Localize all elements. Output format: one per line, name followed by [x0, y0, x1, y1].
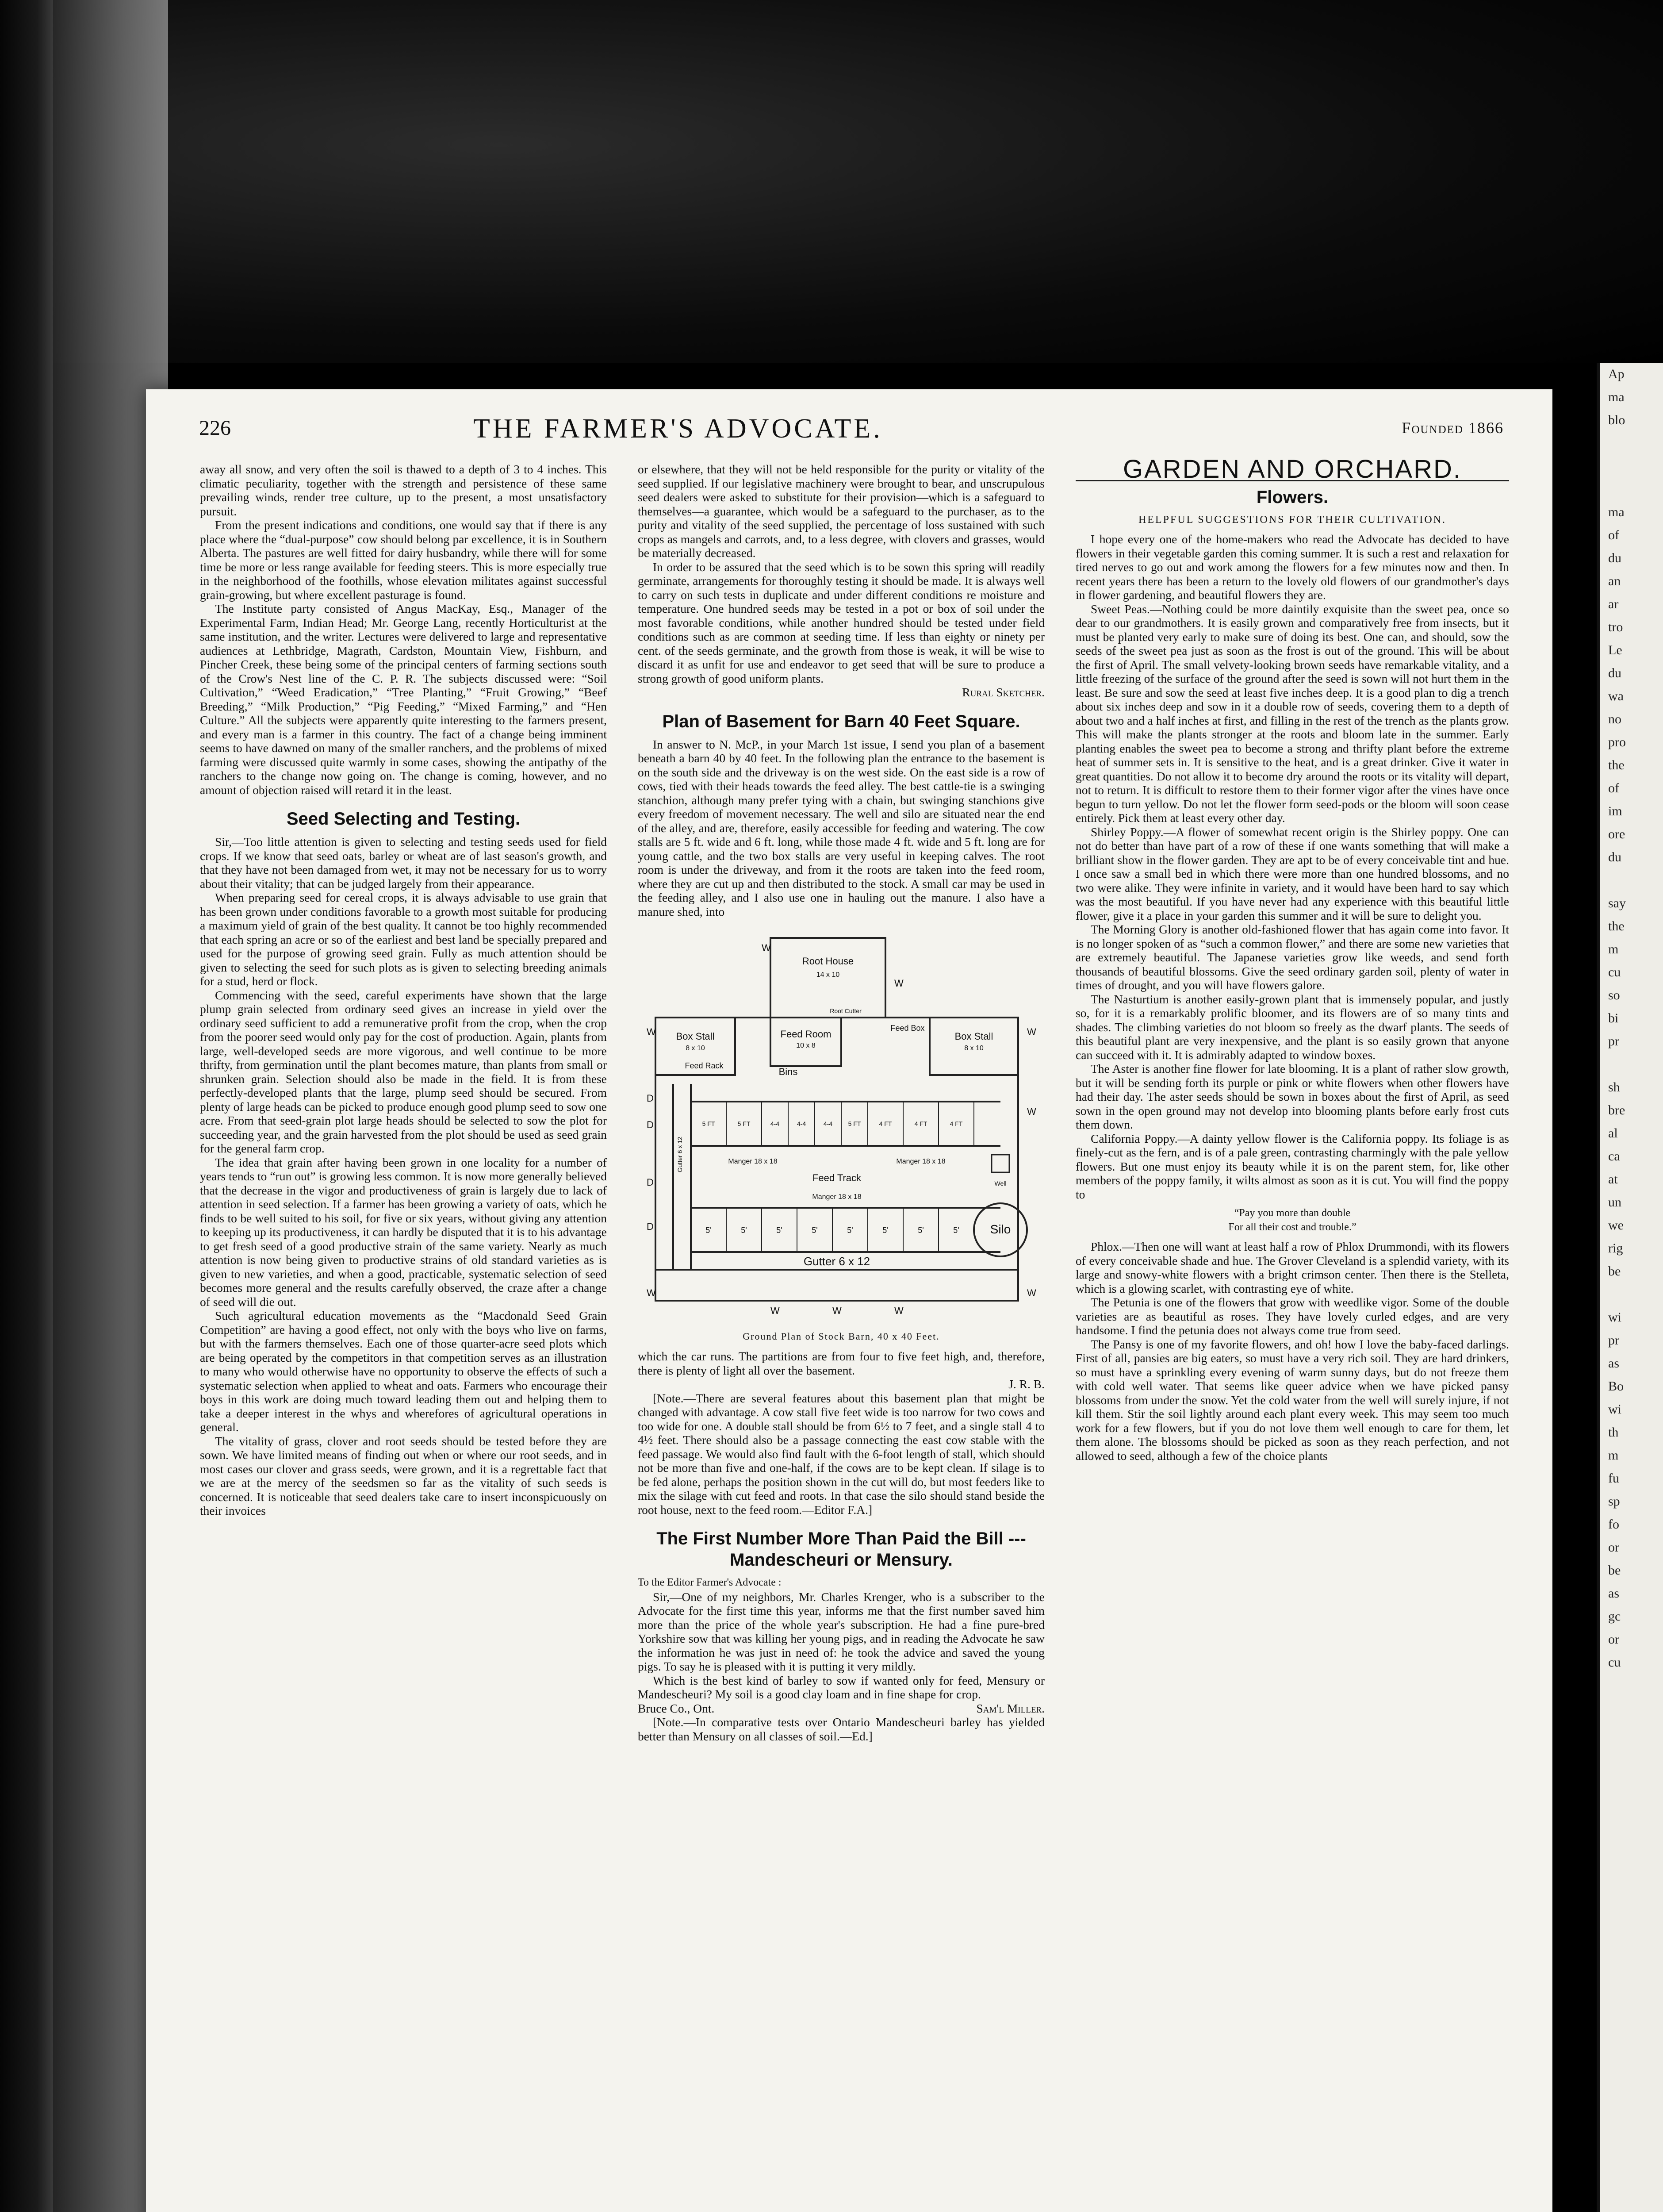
masthead-title: THE FARMER'S ADVOCATE. — [473, 414, 883, 444]
next-page-fragment: bre — [1608, 1103, 1625, 1118]
next-page-fragment: wi — [1608, 1310, 1621, 1325]
stall-label: 4-4 — [770, 1120, 780, 1127]
paragraph: [Note.—There are several features about this basement plan that might be changed with advantage. A cow stall five feet wide is too narrow for two cows and too wide for one. A double stall should be from 6½ to 7 feet, and a single stall 4 to 4½ feet. There should also be a passage connecting the east cow stable with the feed passage. We would also find fault with the 6-foot length of stall, which should not be more than five and one-half, if the cows are to be kept clean. If silage is to be fed alone, perhaps the position shown in the cut will do, but most feeders like to mix the silage with cut feed and roots. In that case the silo should stand beside the root house, next to the feed room.—Editor F.A.] — [638, 1391, 1045, 1517]
paragraph: [Note.—In comparative tests over Ontario Mandescheuri barley has yielded better than Mensury on all classes of soil.—Ed.] — [638, 1715, 1045, 1743]
next-page-fragment: th — [1608, 1425, 1619, 1440]
next-page-fragment: as — [1608, 1356, 1619, 1371]
next-page-fragment: or — [1608, 1540, 1619, 1555]
label-root-house: Root House — [802, 956, 854, 967]
next-page-fragment: cu — [1608, 1655, 1621, 1670]
stall-label: 4-4 — [823, 1120, 833, 1127]
label-bins: Bins — [778, 1066, 798, 1077]
label-manger-left: Manger 18 x 18 — [728, 1158, 778, 1165]
stall-label: 4-4 — [797, 1120, 806, 1127]
place: Bruce Co., Ont. — [638, 1701, 715, 1715]
next-page-fragment: cu — [1608, 965, 1621, 979]
stall-label: 5 FT — [702, 1120, 715, 1127]
next-page-fragment: at — [1608, 1172, 1618, 1187]
paragraph: The Petunia is one of the flowers that grow with weedlike vigor. Some of the double varieties are as beautiful as roses. They have lovely curled edges, and are very handsome. I find the petunia does not always come true from seed. — [1076, 1295, 1509, 1337]
well-box — [992, 1155, 1009, 1172]
to-editor-line: To the Editor Farmer's Advocate : — [638, 1577, 782, 1588]
paragraph: In order to be assured that the seed which is to be sown this spring will readily germinate, arrangements for thoroughly testing it should be made. It is always well to carry on such tests in duplicate and under different conditions re moisture and temperature. One hundred seeds may be tested in a pot or box of soil under the most favorable conditions, while another hundred should be tested under field conditions such as are common at seeding time. If less than eighty or ninety per cent. of the seeds germinate, and the growth from those is weak, it will be wise to discard it as unfit for use and endeavor to get seed that will be sure to produce a strong growth of good uniform plants. — [638, 560, 1045, 685]
next-page-fragment: ar — [1608, 597, 1619, 611]
paragraph: away all snow, and very often the soil is thawed to a depth of 3 to 4 inches. This climatic peculiarity, together with the strength and persistence of these same prevailing winds, render tree culture, up to the present, a most unsatisfactory pursuit. — [200, 462, 607, 518]
article-subheading: HELPFUL SUGGESTIONS FOR THEIR CULTIVATION. — [1138, 514, 1447, 526]
stall-label: 5' — [918, 1226, 924, 1235]
label-feed-track: Feed Track — [812, 1172, 862, 1183]
next-page-fragment: du — [1608, 666, 1621, 680]
next-page-fragment: be — [1608, 1563, 1621, 1578]
next-page-fragment: un — [1608, 1195, 1621, 1210]
stall-top-labels — [702, 1120, 963, 1127]
next-page-fragment: or — [1608, 1632, 1619, 1647]
next-page-fragment: blo — [1608, 413, 1625, 427]
section-title: GARDEN AND ORCHARD. — [1123, 455, 1462, 484]
next-page-fragment: tro — [1608, 620, 1623, 634]
paragraph: Sir,—One of my neighbors, Mr. Charles Krenger, who is a subscriber to the Advocate for the first time this year, informs me that the first number saved him more than the price of the whole year's subscription. He had a fine pure-bred Yorkshire sow that was killing her young pigs, and in reading the Advocate he saw the information he was just in need of: he took the advice and saved the young pigs. To say he is pleased with it is putting it very mildly. — [638, 1590, 1045, 1673]
label-box-stall-left-dim: 8 x 10 — [686, 1045, 705, 1052]
stall-label: 5' — [705, 1226, 712, 1235]
next-page-fragment: we — [1608, 1218, 1624, 1233]
signature: Rural Sketcher. — [962, 685, 1045, 699]
label-window: W — [647, 1287, 656, 1298]
next-page-fragment: pr — [1608, 1333, 1619, 1348]
article-heading: Seed Selecting and Testing. — [286, 809, 521, 829]
stall-label: 5' — [741, 1226, 747, 1235]
barn-floor-plan — [638, 925, 1045, 1323]
paragraph: The Pansy is one of my favorite flowers, and oh! how I love the baby-faced darlings. First of all, pansies are big eaters, so must have a very rich soil. They are hard drinkers, so must have a sprinkling every evening of warm sunny days, but do not freeze them with cold well water. That seems like queer advice when we have picked pansy blossoms from under the snow. Yet the cold water from the well will surely injure, if not kill them. Stir the soil lightly around each plant every week. This may seem too much work for a few flowers, but if you do not love them well enough to care for them, let them alone. The blossoms should be picked as soon as they reach perfection, and not allowed to seed, although a few of the choice plants — [1076, 1337, 1509, 1463]
page-number: 226 — [199, 416, 231, 440]
next-page-fragment: the — [1608, 919, 1625, 933]
next-page-fragment: fu — [1608, 1471, 1619, 1486]
column-2 — [638, 462, 1045, 1743]
paragraph: From the present indications and conditions, one would say that if there is any place where the “dual-purpose” cow should belong par excellence, it is in Southern Alberta. The pastures are well fitted for dairy husbandry, while there will for some time be more or less range available for feeding steers. This is more especially true in the neighborhood of the foothills, whose elevation militates against successful grain-growing, but where excellent pasturage is found. — [200, 518, 607, 602]
label-gutter-side: Gutter 6 x 12 — [676, 1137, 683, 1172]
next-page-fragment: fo — [1608, 1517, 1619, 1532]
stall-label: 4 FT — [879, 1120, 892, 1127]
paragraph: The Aster is another fine flower for late blooming. It is a plant of rather slow growth, but it will be sending forth its purple or pink or white flowers when other flowers have had their day. The aster seeds should be sown in boxes about the first of April, as seed sown in the open ground may not develop into blooming plants before early frost cuts them down. — [1076, 1062, 1509, 1131]
label-box-stall-right: Box Stall — [954, 1031, 993, 1042]
next-page-fragment: rig — [1608, 1241, 1623, 1256]
next-page-fragment: Ap — [1608, 367, 1625, 381]
label-gutter: Gutter 6 x 12 — [803, 1255, 870, 1268]
paragraph: In answer to N. McP., in your March 1st issue, I send you plan of a basement beneath a barn 40 by 40 feet. In the following plan the entrance to the basement is on the south side and the driveway is on the west side. On the east side is a row of cows, tied with their heads towards the feed alley. The best cattle-tie is a swinging stanchion, although many prefer tying with a chain, but swinging stanchions give every freedom of movement necessary. The well and silo are situated near the end of the alley, and are, therefore, easily accessible for feeding and watering. The cow stalls are 5 ft. wide and 6 ft. long, while those made 4 ft. wide and 5 ft. long are for young cattle, and the two box stalls are very useful in keeping calves. The root room is under the driveway, and from it the roots are taken into the feed room, where they are cut up and then distributed to the stock. A small car may be used in the feeding alley, and I also use one in hauling out the manure. I also have a manure shed, into — [638, 737, 1045, 918]
next-page-fragment: du — [1608, 551, 1621, 565]
label-manger-right: Manger 18 x 18 — [896, 1158, 946, 1165]
next-page-fragment: sh — [1608, 1080, 1620, 1094]
paragraph: Sweet Peas.—Nothing could be more daintily exquisite than the sweet pea, once so dear to our grandmothers. It is easily grown and comparatively free from insects, but it must be planted very early to make sure of doing its best. One can, and should, sow the seeds of the sweet pea just as soon as the frost is out of the ground. This will be about the first of April. The small velvety-looking brown seeds have remarkable vitality, and a little freezing of the surface of the ground after the seed is sown will not hurt them in the least. Be sure and sow the seed at least five inches deep. It is a good plan to dig a trench about six inches deep and sow in it a double row of seeds, covering them to a depth of about two and a half inches at first, and filling in the rest of the trench as the plants grow. This will make the plants stronger at the roots and bloom late in the summer. Early planting enables the sweet pea to become a strong and thrifty plant before the extreme heat of summer sets in. It is sensitive to the heat, and is a great drinker. Give it water in great quantities. Do not allow it to become dry around the roots or its vitality will depart, not to return. It is difficult to restore them to their former vigor after the vines have once begun to turn yellow. Do not let the flower form seed-pods or the bloom will soon cease entirely. Pick them at least every other day. — [1076, 602, 1509, 825]
article-heading: Plan of Basement for Barn 40 Feet Square. — [662, 711, 1020, 731]
paragraph: The vitality of grass, clover and root seeds should be tested before they are sown. We have limited means of finding out when or where our root seeds, and in most cases our clover and grass seeds, were grown, and it is a regrettable fact that we are at the mercy of the seedsmen so far as the vitality of such seeds is concerned. It is noticeable that seed dealers take care to insert inconspicuously on their invoices — [200, 1434, 607, 1517]
label-window: W — [762, 942, 771, 953]
next-page-fragment: m — [1608, 942, 1619, 956]
paragraph: When preparing seed for cereal crops, it is always advisable to use grain that has been grown under conditions favorable to a growth most suitable for producing a maximum yield of grain of the best quality. It cannot be too highly recommended that each spring an acre or so of the earliest and best land be specially prepared and used for the purpose of growing seed grain. Fully as much attention should be given to selecting the seed for such plots as is given to selecting breeding animals for a stud, herd or flock. — [200, 891, 607, 988]
stall-label: 5' — [812, 1226, 818, 1235]
paragraph: which the car runs. The partitions are from four to five feet high, and, therefore, there is plenty of light all over the basement. — [638, 1349, 1045, 1377]
label-feed-room-dim: 10 x 8 — [796, 1042, 816, 1049]
next-page-fragment: pro — [1608, 735, 1626, 749]
label-feed-rack: Feed Rack — [685, 1061, 724, 1070]
paragraph: The idea that grain after having been grown in one locality for a number of years tends to “run out” is growing less common. It is now more generally believed that the decrease in the vigor and productiveness of grain is largely due to lack of attention in seed selection. If a farmer has been growing a variety of oats, which he finds to be well suited to his soil, for five or six years, without giving any attention to keeping up its productiveness, it can hardly be disputed that it is to his advantage to get fresh seed of a good productive strain of the same variety. Nearly as much attention is now being given to productive strains of old standard varieties as is given to new varieties, and when a good, practicable, systematic selection of seed becomes more general and the results carefully observed, the craze after a change of seed will die out. — [200, 1155, 607, 1309]
paragraph: or elsewhere, that they will not be held responsible for the purity or vitality of the seed supplied. If our legislative machinery were brought to bear, and unscrupulous seed dealers were asked to substitute for their provision—which is a safeguard to themselves—a guarantee, which would be a safeguard to the purchaser, as to the purity and vitality of the seed supplied, the percentage of loss sustained with such crops as mangels and carrots, and, to a less degree, with clovers and grasses, would be materially decreased. — [638, 462, 1045, 560]
label-window: W — [1027, 1287, 1036, 1298]
quote-line: “Pay you more than double — [1234, 1207, 1351, 1219]
stall-label: 5' — [953, 1226, 959, 1235]
label-root-house-dim: 14 x 10 — [816, 971, 840, 979]
next-page-fragment: the — [1608, 758, 1625, 772]
next-page-fragment — [1600, 1283, 1663, 1306]
next-page-fragment: sp — [1608, 1494, 1620, 1509]
next-page-fragment — [1600, 869, 1663, 892]
label-feed-box: Feed Box — [890, 1024, 925, 1033]
stall-label: 5 FT — [848, 1120, 861, 1127]
signature: Sam'l Miller. — [976, 1701, 1045, 1715]
letter-footer — [638, 1701, 1045, 1716]
next-page-fragment: ca — [1608, 1149, 1620, 1164]
paragraph: California Poppy.—A dainty yellow flower is the California poppy. Its foliage is as finely-cut as the fern, and is of a pale green, contrasting charmingly with the pale yellow flowers. But one must enjoy its beauty while it is on the parent stem, for, like other members of the poppy family, it wilts almost as soon as it is cut. You will find the poppy to — [1076, 1131, 1509, 1201]
label-door: D — [647, 1119, 654, 1130]
next-page-fragment: du — [1608, 850, 1621, 864]
page-header — [199, 416, 1504, 451]
next-page-fragment: pr — [1608, 1034, 1619, 1048]
next-page-fragment — [1600, 455, 1663, 478]
label-box-stall-left: Box Stall — [676, 1031, 715, 1042]
next-page-fragment: of — [1608, 528, 1619, 542]
next-page-fragment: gc — [1608, 1609, 1621, 1624]
label-manger-bottom: Manger 18 x 18 — [812, 1193, 862, 1201]
label-window: W — [770, 1305, 780, 1316]
paragraph: The Nasturtium is another easily-grown plant that is immensely popular, and justly so, for it is a remarkably prolific bloomer, and its flowers are of so many tints and shades. The climbing varieties do not bloom so freely as the dwarf plants. The seeds of this beautiful plant are very inexpensive, and the plant is so easily grown that anyone can succeed with it. It is admirably adapted to window boxes. — [1076, 992, 1509, 1062]
label-window: W — [1027, 1026, 1036, 1037]
next-page-fragment: ma — [1608, 390, 1625, 404]
next-page-fragment: bi — [1608, 1011, 1619, 1025]
paragraph: Commencing with the seed, careful experiments have shown that the large plump grain selected from ordinary seed gives an increase in yield over the ordinary seed sufficient to add a remunerative profit from the crop, when the crop from the poorer seed would only pay for the cost of production. Again, plants from large, well-developed seeds are more vigorous, and well continue to be more thrifty, from germination until the plant becomes mature, than plants from small or shrunken grain. Selection should also be made in the field. It is from these perfectly-developed plants that the large, plump seed should be secured. From plenty of large heads can be picked to produce enough good plump seed to sow one acre. From that seed-grain plot large heads should be selected to sow the plot for succeeding year, and the grain harvested from the plot should be used as seed grain for the general farm crop. — [200, 988, 607, 1155]
next-page-fragment: an — [1608, 574, 1621, 588]
label-feed-room: Feed Room — [780, 1029, 832, 1040]
next-page-fragment: say — [1608, 896, 1626, 910]
scan-edge-left — [0, 0, 53, 2212]
next-page-fragment: wa — [1608, 689, 1624, 703]
next-page-fragment: no — [1608, 712, 1621, 726]
label-door: D — [647, 1177, 654, 1188]
next-page-fragment: so — [1608, 988, 1620, 1002]
stall-label: 5' — [882, 1226, 889, 1235]
paragraph: The Institute party consisted of Angus MacKay, Esq., Manager of the Experimental Farm, Indian Head; Mr. George Lang, recently Horticulturist at the same institution, and the writer. Lectures were delivered to large and representative audiences at Lethbridge, Magrath, Cardston, Mountain View, Fishburn, and Pincher Creek, these being some of the principal centers of farming sections south of the Crow's Nest line of the C. P. R. The subjects discussed were: “Soil Cultivation,” “Weed Eradication,” “Tree Planting,” “Fruit Growing,” “Beef Breeding,” “Milk Production,” “Pig Feeding,” “Mixed Farming,” and “Hen Culture.” All the subjects were apparently quite interesting to the farmers present, and every man is a farmer in this country. The fact of a change being imminent seems to have dawned on many of the smaller ranchers, and the problems of mixed farming were discussed quite warmly in some cases, showing the antipathy of the ranchers to the change now going on. The change is coming, however, and no amount of objection raised will retard it in the least. — [200, 602, 607, 797]
next-page-fragment: be — [1608, 1264, 1621, 1279]
article-heading: The First Number More Than Paid the Bill --- Mandescheuri or Mensury. — [656, 1529, 1026, 1570]
article-heading: Flowers. — [1256, 487, 1329, 507]
label-window: W — [647, 1026, 656, 1037]
next-page-fragment: as — [1608, 1586, 1619, 1601]
next-page-fragment: ore — [1608, 827, 1625, 841]
paragraph: Which is the best kind of barley to sow if wanted only for feed, Mensury or Mandescheuri? My soil is a good clay loam and in fine shape for crop. — [638, 1673, 1045, 1701]
label-door: D — [647, 1221, 654, 1232]
paragraph: Phlox.—Then one will want at least half a row of Phlox Drummondi, with its flowers of every conceivable shade and hue. The Grover Cleveland is a splendid variety, with its large and snowy-white flowers with a bright crimson center. Then there is the Stelleta, which is a glowing scarlet, with contrasting eye of white. — [1076, 1240, 1509, 1295]
next-page-edge — [1597, 363, 1663, 2212]
next-page-fragment: ma — [1608, 505, 1625, 519]
label-box-stall-right-dim: 8 x 10 — [964, 1045, 984, 1052]
founded-label: Founded 1866 — [1402, 419, 1504, 437]
figure-caption: Ground Plan of Stock Barn, 40 x 40 Feet. — [743, 1330, 940, 1342]
stall-label: 4 FT — [950, 1120, 963, 1127]
stall-label: 5' — [776, 1226, 782, 1235]
next-page-fragment — [1600, 432, 1663, 455]
stall-label: 5' — [847, 1226, 853, 1235]
next-page-fragment: al — [1608, 1126, 1618, 1141]
next-page-fragment — [1600, 1053, 1663, 1076]
next-page-fragment: Bo — [1608, 1379, 1624, 1394]
label-door: D — [647, 1093, 654, 1104]
quote-line: For all their cost and trouble.” — [1228, 1221, 1356, 1233]
signature: J. R. B. — [1008, 1377, 1045, 1391]
paragraph: Such agricultural education movements as the “Macdonald Seed Grain Competition” are having a good effect, not only with the boys who live on farms, but with the farmers themselves. Each one of those quarter-acre seed plots which are being operated by the competitors in that competition serves as an illustration to many who would otherwise have no opportunity to observe the effects of such a systematic selection when applied to wheat and oats. Farmers who encourage their boys in this work are doing much toward leading them out and helping them to take a deeper interest in the whys and wherefores of agricultural operations in general. — [200, 1309, 607, 1434]
label-window: W — [894, 978, 904, 989]
paragraph: Shirley Poppy.—A flower of somewhat recent origin is the Shirley poppy. One can not do better than have part of a row of these if one wants something that will make a brilliant show in the flower garden. They are apt to be of every conceivable tint and hue. I once saw a small bed in which there were more than one hundred blossoms, and no two were alike. They were infinite in variety, and it would have been hard to say which was the most beautiful. If you have never had any experience with this beautiful little flower, give it a place in your garden this summer and it will be sure to delight you. — [1076, 825, 1509, 922]
paragraph: The Morning Glory is another old-fashioned flower that has again come into favor. It is no longer spoken of as “such a common flower,” and there are some new varieties that are extremely beautiful. The Japanese varieties grow like weeds, and send forth thousands of beautiful blossoms. Give the seed ordinary garden soil, plenty of water in times of drought, and you will have flowers galore. — [1076, 922, 1509, 992]
next-page-fragment: Le — [1608, 643, 1622, 657]
stall-label: 5 FT — [737, 1120, 751, 1127]
label-silo: Silo — [990, 1222, 1011, 1236]
column-3 — [1076, 455, 1509, 1463]
newspaper-page — [146, 389, 1552, 2212]
label-window: W — [832, 1305, 842, 1316]
next-page-fragment: of — [1608, 781, 1619, 795]
label-well: Well — [994, 1180, 1007, 1187]
label-window: W — [894, 1305, 904, 1316]
paragraph: Sir,—Too little attention is given to selecting and testing seeds used for field crops. If we know that seed oats, barley or wheat are of last season's growth, and that they have not been damaged from wet, it may not be necessary for us to worry about their vitality; that can be judged largely from their appearance. — [200, 835, 607, 891]
column-1 — [200, 462, 607, 1518]
next-page-fragment: m — [1608, 1448, 1619, 1463]
label-window: W — [1027, 1106, 1036, 1117]
scan-background-top — [0, 0, 1663, 363]
next-page-fragment: im — [1608, 804, 1622, 818]
stall-label: 4 FT — [914, 1120, 927, 1127]
paragraph: I hope every one of the home-makers who read the Advocate has decided to have flowers in their vegetable garden this coming summer. It is such a rest and relaxation for tired nerves to go out and work among the flowers for a few minutes now and then. In recent years there has been a return to the lovely old flowers of our grandmother's days in flower gardening, and beautiful flowers they are. — [1076, 532, 1509, 602]
next-page-fragment — [1600, 478, 1663, 501]
next-page-fragment: wi — [1608, 1402, 1621, 1417]
label-root-cutter: Root Cutter — [830, 1007, 862, 1014]
